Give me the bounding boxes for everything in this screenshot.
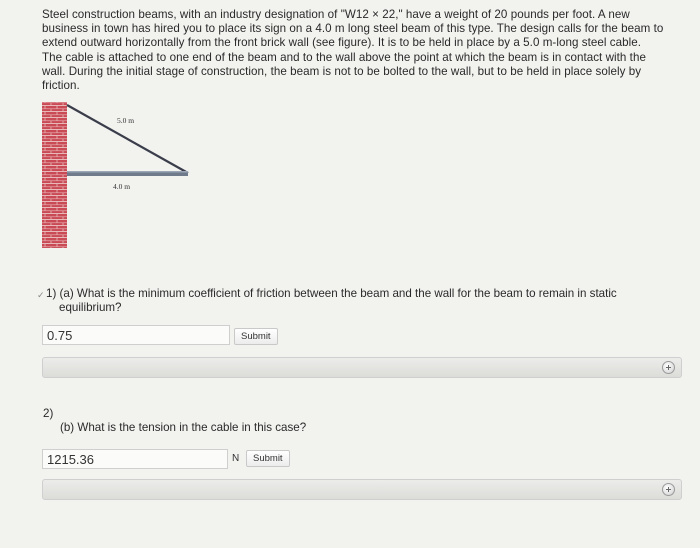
- plus-circle-icon[interactable]: [662, 483, 675, 496]
- answer-2-input[interactable]: [42, 449, 228, 469]
- problem-line: extend outward horizontally from the front brick wall (see figure). It is to be held in place by a 5.0 m-long steel cable.: [42, 36, 641, 50]
- beam-figure: [42, 100, 202, 250]
- problem-line: business in town has hired you to place its sign on a 4.0 m long steel beam of this type. The design calls for the beam to: [42, 22, 664, 36]
- submit-2-button[interactable]: Submit: [246, 450, 290, 467]
- plus-circle-icon[interactable]: [662, 361, 675, 374]
- units-label: N: [232, 453, 240, 464]
- submit-1-button[interactable]: Submit: [234, 328, 278, 345]
- question-2-number: 2): [43, 407, 54, 420]
- question-2-text: (b) What is the tension in the cable in this case?: [60, 421, 307, 434]
- brick-wall: [42, 102, 67, 248]
- problem-line: wall. During the initial stage of construction, the beam is not to be bolted to the wall, but to be held in place solely by: [42, 64, 642, 78]
- cable-length-label: 5.0 m: [117, 116, 135, 125]
- problem-statement: [42, 8, 682, 93]
- question-1-line-2: equilibrium?: [59, 301, 122, 314]
- question-1-text: [46, 287, 666, 315]
- feedback-bar-2[interactable]: [42, 479, 682, 500]
- problem-line: The cable is attached to one end of the beam and to the wall above the point at which the beam is in contact with the: [42, 50, 646, 64]
- problem-line: friction.: [42, 79, 80, 93]
- problem-line: Steel construction beams, with an industry designation of "W12 × 22," have a weight of 20 pounds per foot. A new: [42, 8, 630, 21]
- beam-length-label: 4.0 m: [113, 182, 131, 191]
- feedback-bar-1[interactable]: [42, 357, 682, 378]
- check-mark-icon: ✓: [37, 290, 45, 300]
- question-1-line-1: 1) (a) What is the minimum coefficient of friction between the beam and the wall for the beam to remain in static: [46, 287, 617, 300]
- answer-1-input[interactable]: [42, 325, 230, 345]
